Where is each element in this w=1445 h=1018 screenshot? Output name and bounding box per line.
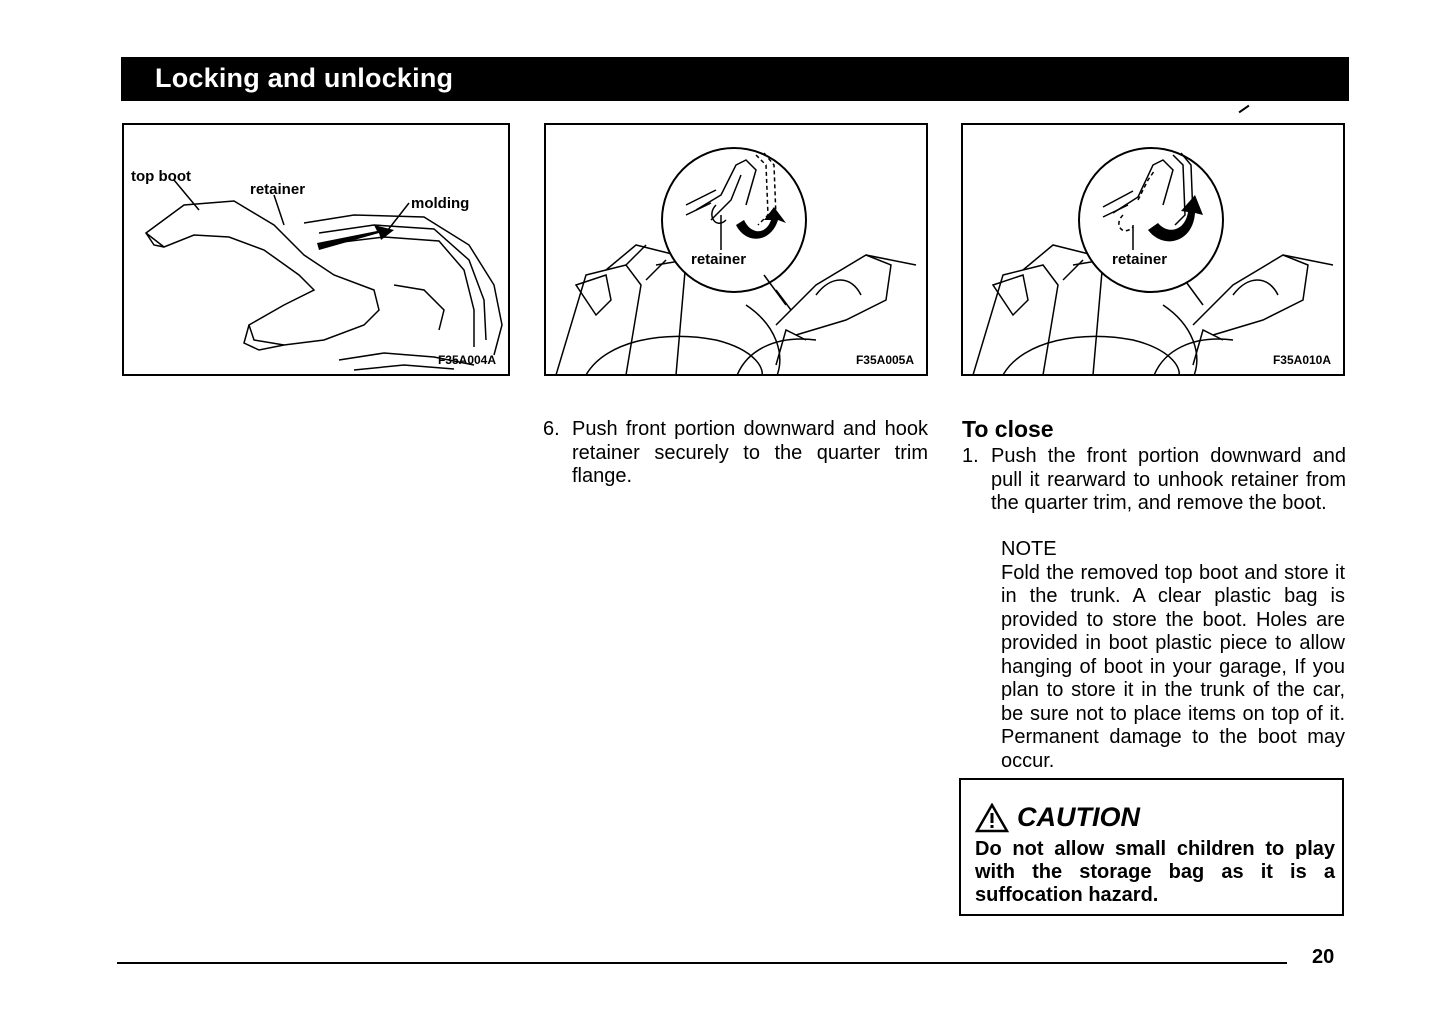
figure-unhook-retainer (961, 123, 1345, 376)
top-boot-illustration (124, 125, 510, 376)
note-block (1001, 538, 1345, 773)
step-6 (543, 418, 928, 489)
step-number: 6. (543, 418, 560, 440)
label-retainer: retainer (691, 251, 747, 268)
page-number: 20 (1312, 946, 1335, 968)
label-molding: molding (411, 195, 470, 212)
warning-triangle-icon (975, 803, 1009, 833)
note-text: Fold the removed top boot and store it in the trunk. A clear plastic bag is provided to store the boot. Holes are provided in boot plastic piece to allow hanging of boot in your garage, If you plan to store it in the trunk of the car, be sure not to place items on top of it. Permanent damage to the boot may occur. (1001, 561, 1345, 772)
figure-top-boot-overview (122, 123, 510, 376)
step-text: Push the front portion downward and pull it rearward to unhook retainer from the quarter trim, and remove the boot. (991, 445, 1346, 514)
to-close-heading: To close (962, 416, 1054, 442)
section-title: Locking and unlocking (155, 63, 454, 93)
to-close-section (962, 416, 1346, 516)
caution-box (959, 778, 1344, 916)
section-header (121, 57, 1349, 101)
step-text: Push front portion downward and hook retainer securely to the quarter trim flange. (572, 418, 928, 487)
caution-text: Do not allow small children to play with the storage bag as it is a suffocation hazard. (975, 838, 1335, 906)
label-top-boot: top boot (131, 168, 191, 185)
footer-rule (117, 962, 1287, 964)
step-number: 1. (962, 445, 979, 467)
label-retainer: retainer (1112, 251, 1168, 268)
caution-title: CAUTION (1017, 802, 1140, 832)
note-title: NOTE (1001, 538, 1057, 560)
figure-hook-retainer (544, 123, 928, 376)
label-retainer: retainer (250, 181, 306, 198)
caution-header (975, 802, 1140, 833)
close-step-1 (962, 445, 1346, 516)
figure-code: F35A004A (437, 353, 496, 367)
stray-mark (1239, 105, 1250, 114)
figure-code: F35A005A (855, 353, 914, 367)
figure-code: F35A010A (1272, 353, 1331, 367)
